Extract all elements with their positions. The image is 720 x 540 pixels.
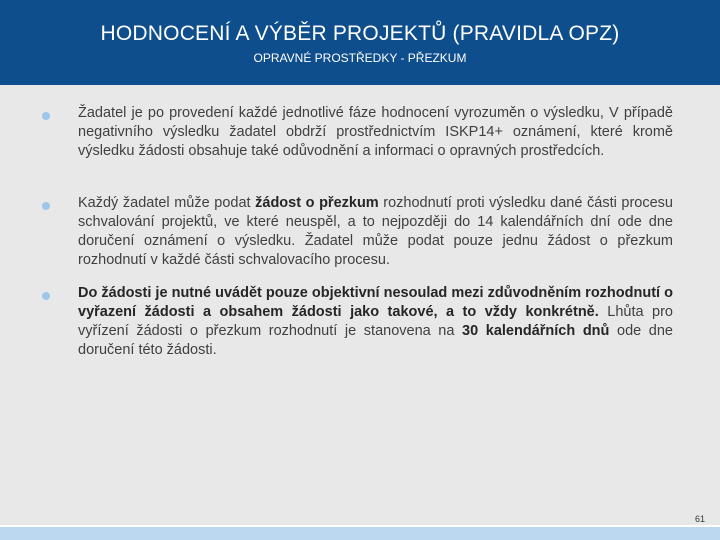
slide-title: HODNOCENÍ A VÝBĚR PROJEKTŮ (PRAVIDLA OPZ) [100, 22, 620, 45]
bullet-text-segment: rozhodnutí proti výsledku dané části procesu schvalování projektů, ve které neuspěl, a to nejpozději do 14 kalendářních dní ode dne doručení oznámení o výsledku. Žadatel může podat pouze jednu žádost o přezkum rozhodnutí v každé části schvalovacího procesu. [78, 195, 673, 268]
bullet-text-segment: Lhůta pro vyřízení žádosti o přezkum rozhodnutí je stanovena na [78, 304, 673, 339]
bullet-dot-icon [42, 112, 50, 120]
bullet-text-bold-segment: Do žádosti je nutné uvádět pouze objektivní nesoulad mezi zdůvodněním rozhodnutí o vyřazení žádosti a obsahem žádosti jako takové, a to vždy konkrétně. [78, 285, 673, 320]
bullet-dot-icon [42, 202, 50, 210]
page-number: 61 [694, 514, 705, 524]
bullet-text-bold-segment: žádost o přezkum [255, 195, 379, 211]
bullet-text [78, 284, 673, 360]
bullet-text [78, 104, 673, 161]
footer-bar [0, 527, 720, 540]
bullet-text-bold-segment: 30 kalendářních dnů [462, 323, 610, 339]
slide-header [0, 0, 720, 85]
bullet-text-segment: Žadatel je po provedení každé jednotlivé fáze hodnocení vyrozuměn o výsledku, V případě negativního výsledku žadatel obdrží prostřednictvím ISKP14+ oznámení, které kromě výsledku žádosti obsahuje také odůvodnění a informaci o opravných prostředcích. [78, 105, 673, 159]
slide-subtitle: OPRAVNÉ PROSTŘEDKY - PŘEZKUM [253, 51, 467, 65]
bullet-text [78, 194, 673, 270]
bullet-text-segment: Každý žadatel může podat [78, 195, 256, 211]
bullet-text-segment: ode dne doručení této žádosti. [78, 323, 673, 358]
bullet-dot-icon [42, 292, 50, 300]
